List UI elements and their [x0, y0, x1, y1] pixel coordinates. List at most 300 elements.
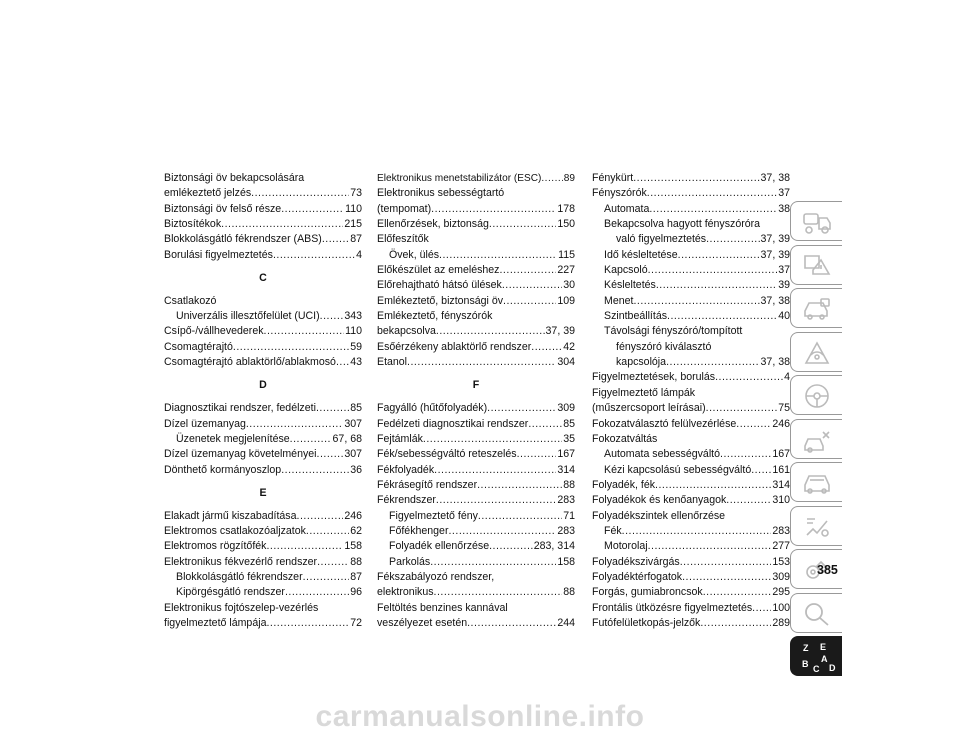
index-entry-page: 37 [778, 187, 790, 200]
chapter-tab[interactable] [790, 332, 842, 372]
index-entry-text: Fagyálló (hűtőfolyadék) [377, 402, 488, 415]
dot-leader [273, 248, 355, 263]
index-entry [164, 324, 362, 339]
index-heading: Bekapcsolva hagyott fényszóróra [604, 218, 761, 231]
index-entry [377, 324, 575, 339]
index-entry-text: Főfékhenger [389, 524, 449, 537]
index-entry-page: 62 [350, 525, 362, 537]
index-entry [377, 447, 575, 462]
index-entry-page: 283, 314 [533, 540, 575, 553]
dot-leader [502, 278, 562, 293]
dot-leader [436, 324, 545, 339]
dot-leader [752, 601, 771, 616]
dot-leader [706, 401, 778, 416]
index-entry-text: Biztosítékok [164, 218, 222, 231]
index-entry [164, 232, 362, 247]
dot-leader [517, 447, 557, 462]
index-entry [592, 478, 790, 493]
page-number: 385 [817, 563, 838, 577]
index-entry-page: 37, 39 [545, 325, 575, 338]
dot-leader [246, 417, 343, 432]
index-entry-page: 42 [563, 340, 575, 353]
index-heading: Biztonsági öv bekapcsolására [164, 172, 305, 184]
index-entry [592, 278, 790, 293]
index-entry-text: Folyadék ellenőrzése [389, 540, 490, 553]
index-entry-page: 85 [563, 417, 575, 430]
index-entry [592, 570, 790, 585]
index-entry-text: Fék/sebességváltó reteszelés [377, 448, 517, 461]
index-entry [377, 493, 575, 508]
index-entry-text: Forgás, gumiabroncsok [592, 586, 703, 599]
dot-leader [703, 585, 772, 600]
index-heading: Fékszabályozó rendszer, [377, 570, 495, 583]
dot-leader [622, 524, 772, 539]
index-entry-page: 39 [778, 279, 790, 292]
index-entry-page: 244 [557, 617, 575, 629]
index-entry [164, 401, 362, 416]
index-entry-text: Folyadéktérfogatok [592, 570, 683, 583]
dot-leader [633, 294, 759, 309]
index-entry-page: 89 [563, 173, 575, 184]
index-entry-text: Univerzális illesztőfelület (UCI) [176, 310, 320, 323]
index-entry-text: Figyelmeztetések, borulás [592, 371, 716, 384]
index-entry [164, 309, 362, 324]
section-letter: F [472, 379, 480, 392]
index-entry-text: Fokozatválasztó felülvezérlése [592, 417, 737, 430]
index-entry-page: 115 [558, 248, 575, 261]
index-entry-text: Csípő-/vállhevederek [164, 325, 264, 338]
index-entry-page: 283 [772, 524, 790, 537]
index-entry [377, 217, 575, 232]
index-entry-page: 30 [563, 279, 575, 292]
index-entry-page: 283 [557, 524, 575, 537]
dot-leader [682, 570, 771, 585]
dot-leader [266, 539, 343, 554]
section-letter: D [259, 379, 267, 392]
index-entry-text: Előkészület az emeléshez [377, 264, 500, 277]
index-entry [377, 463, 575, 478]
dot-leader [317, 447, 344, 462]
dot-leader [281, 463, 349, 478]
dot-leader [266, 616, 349, 631]
index-entry-text: Borulási figyelmeztetés [164, 248, 273, 261]
index-entry-text: (tempomat) [377, 202, 432, 215]
dot-leader [467, 616, 556, 631]
index-entry [592, 616, 790, 631]
dot-leader [297, 509, 344, 524]
index-entry-text: Szintbeállítás [604, 310, 668, 323]
index-entry-page: 37, 38 [760, 172, 790, 184]
index-entry-page: 289 [772, 616, 790, 629]
dot-leader [541, 171, 562, 186]
dot-leader [290, 432, 332, 447]
index-entry-text: Övek, ülés [389, 248, 440, 261]
index-entry [377, 509, 575, 524]
index-entry-text: Parkolás [389, 555, 431, 568]
index-entry-page: 85 [350, 402, 362, 415]
index-entry-text: bekapcsolva [377, 325, 436, 338]
dot-leader [751, 463, 771, 478]
index-entry-page: 307 [344, 448, 362, 461]
index-entry [377, 202, 575, 217]
index-entry-text: Esőérzékeny ablaktörlő rendszer [377, 340, 532, 353]
index-entry-page: 88 [563, 478, 575, 491]
index-entry-text: Fék [604, 524, 622, 537]
index-entry [592, 294, 790, 309]
dot-leader [434, 463, 556, 478]
index-entry [164, 585, 362, 600]
dot-leader [715, 370, 783, 385]
index-entry [164, 555, 362, 570]
dot-leader [503, 294, 556, 309]
dot-leader [320, 309, 344, 324]
index-entry-page: 283 [557, 494, 575, 507]
index-entry-page: 309 [772, 570, 790, 583]
index-entry [592, 463, 790, 478]
index-entry-page: 88 [350, 555, 362, 568]
index-entry-text: Fékrendszer [377, 494, 436, 507]
index-entry-page: 96 [350, 586, 362, 599]
dot-leader [285, 585, 349, 600]
dot-leader [303, 570, 350, 585]
index-entry-text: Fényszórók [592, 187, 647, 200]
index-entry-text: Csomagtérajtó [164, 340, 233, 353]
index-entry-page: 37, 39 [760, 233, 790, 246]
index-heading: fényszóró kiválasztó [616, 340, 712, 353]
index-entry-page: 4 [356, 248, 362, 261]
index-entry-text: Etanol [377, 356, 408, 369]
index-entry-page: 37, 39 [760, 248, 790, 261]
dot-leader [648, 263, 778, 278]
index-entry-text: Motorolaj [604, 540, 648, 553]
chapter-tab[interactable] [790, 636, 842, 676]
index-entry [592, 447, 790, 462]
index-entry [377, 524, 575, 539]
index-entry-text: Dízel üzemanyag követelményei [164, 448, 317, 461]
index-entry [377, 555, 575, 570]
index-entry [164, 355, 362, 370]
index-entry-text: Automata sebességváltó [604, 448, 721, 461]
index-entry [164, 217, 362, 232]
dot-leader [233, 340, 349, 355]
chapter-tabs-sidebar [790, 201, 842, 680]
index-entry-page: 227 [557, 264, 575, 277]
dot-leader [434, 585, 563, 600]
index-entry-text: Kézi kapcsolású sebességváltó [604, 463, 752, 476]
index-entry-page: 110 [345, 325, 362, 338]
index-heading: Előfeszítők [377, 233, 429, 246]
svg-text:Z: Z [803, 643, 809, 653]
chapter-tab[interactable] [790, 593, 842, 633]
index-entry-page: 309 [557, 402, 575, 415]
index-entry-page: 72 [350, 617, 362, 630]
dot-leader [489, 539, 533, 554]
dot-leader [322, 232, 349, 247]
index-entry [377, 539, 575, 554]
index-entry-page: 38 [778, 202, 790, 215]
dot-leader [736, 417, 771, 432]
index-entry [592, 401, 790, 416]
index-entry-page: 310 [772, 494, 790, 507]
dot-leader [700, 616, 771, 631]
index-entry [592, 263, 790, 278]
index-entry [377, 248, 575, 263]
index-entry [377, 294, 575, 309]
index-heading: Elektronikus fojtószelep-vezérlés [164, 601, 319, 614]
dot-leader [487, 401, 556, 416]
index-entry-text: való figyelmeztetés [616, 233, 707, 246]
index-entry [592, 417, 790, 432]
index-entry-page: 167 [772, 448, 790, 461]
index-entry-page: 314 [557, 463, 575, 476]
dot-leader [436, 493, 556, 508]
index-entry-text: Dízel üzemanyag [164, 417, 246, 430]
index-entry-page: 37, 38 [760, 356, 790, 369]
index-heading: Emlékeztető, fényszórók [377, 310, 493, 323]
index-entry [164, 570, 362, 585]
index-entry-page: 304 [557, 356, 575, 369]
index-heading: Fokozatváltás [592, 432, 658, 445]
index-entry-page: 314 [772, 478, 790, 491]
index-entry-page: 40 [778, 310, 790, 323]
index-entry [164, 202, 362, 217]
svg-text:E: E [820, 642, 827, 652]
index-entry [377, 355, 575, 370]
dot-leader [647, 186, 777, 201]
dot-leader [667, 309, 777, 324]
index-entry-text: kapcsolója [616, 356, 667, 369]
index-entry-page: 59 [350, 340, 362, 353]
index-entry-text: Elakadt jármű kiszabadítása [164, 509, 297, 522]
index-entry-page: 150 [557, 218, 575, 231]
index-entry-text: Automata [604, 202, 650, 215]
chapter-tab[interactable] [790, 201, 842, 241]
index-heading: Távolsági fényszóró/tompított [604, 325, 743, 338]
index-entry-text: Folyadékok és kenőanyagok [592, 494, 727, 507]
index-entry [592, 171, 790, 186]
index-entry-page: 343 [344, 310, 362, 323]
index-entry [164, 340, 362, 355]
dot-leader [317, 555, 349, 570]
index-entry [592, 555, 790, 570]
index-entry-text: Figyelmeztető fény [389, 509, 478, 522]
dot-leader [423, 432, 562, 447]
index-entry-text: Frontális ütközésre figyelmeztetés [592, 601, 753, 614]
index-entry-page: 88 [563, 586, 575, 599]
chapter-tab[interactable] [790, 245, 842, 285]
index-entry-text: Fénykürt [592, 172, 634, 184]
dot-leader [706, 232, 759, 247]
index-entry-page: 43 [350, 356, 362, 369]
index-column-1 [164, 171, 362, 631]
dot-leader [478, 509, 562, 524]
index-entry-text: veszélyezet esetén [377, 617, 468, 629]
index-entry-text: Ellenőrzések, biztonság [377, 218, 489, 231]
index-entry-text: Előrehajtható hátsó ülések [377, 279, 502, 292]
index-entry-page: 4 [784, 371, 790, 384]
dot-leader [431, 202, 556, 217]
dot-leader [528, 417, 562, 432]
chapter-tab[interactable] [790, 375, 842, 415]
index-entry-text: Idő késleltetése [604, 248, 678, 261]
dot-leader [499, 263, 556, 278]
index-entry-text: Fékrásegítő rendszer [377, 478, 478, 491]
index-entry-text: Fedélzeti diagnosztikai rendszer [377, 417, 529, 430]
index-entry [164, 432, 362, 447]
index-entry-text: emlékeztető jelzés [164, 187, 252, 200]
index-entry [377, 278, 575, 293]
index-entry-text: (műszercsoport leírásai) [592, 402, 706, 415]
index-entry-page: 161 [772, 463, 790, 476]
dot-leader [281, 202, 344, 217]
dot-leader [448, 524, 556, 539]
index-entry-text: Elektromos rögzítőfék [164, 540, 267, 553]
dot-leader [316, 401, 349, 416]
index-entry-text: Dönthető kormányoszlop [164, 463, 282, 476]
index-entry [377, 263, 575, 278]
index-entry [377, 401, 575, 416]
index-entry-text: Blokkolásgátló fékrendszer [176, 571, 303, 584]
index-entry [592, 539, 790, 554]
dot-leader [336, 355, 349, 370]
index-entry [164, 509, 362, 524]
index-entry [164, 248, 362, 263]
index-entry-page: 37, 38 [760, 294, 790, 307]
index-entry-text: Üzenetek megjelenítése [176, 432, 290, 445]
index-entry-text: Elektromos csatlakozóaljzatok [164, 525, 306, 537]
svg-text:C: C [813, 664, 820, 674]
chapter-tab[interactable] [790, 288, 842, 328]
dot-leader [489, 217, 556, 232]
index-entry [164, 447, 362, 462]
chapter-tab[interactable] [790, 462, 842, 502]
index-entry-page: 73 [350, 187, 362, 200]
index-entry [592, 601, 790, 616]
dot-leader [221, 217, 343, 232]
index-entry-text: Elektronikus fékvezérlő rendszer [164, 555, 318, 568]
index-entry [377, 340, 575, 355]
index-entry-page: 100 [772, 601, 790, 614]
dot-leader [439, 248, 557, 263]
dot-leader [656, 278, 777, 293]
index-heading: Folyadékszintek ellenőrzése [592, 509, 726, 522]
index-entry [377, 585, 575, 600]
index-entry-page: 110 [345, 202, 362, 215]
index-entry [164, 463, 362, 478]
index-entry-page: 158 [344, 540, 362, 553]
index-entry-page: 158 [557, 555, 575, 568]
index-entry [592, 248, 790, 263]
index-entry [592, 370, 790, 385]
dot-leader [633, 171, 759, 186]
index-entry [592, 493, 790, 508]
dot-leader [720, 447, 771, 462]
index-heading: Csatlakozó [164, 294, 217, 307]
index-entry [164, 417, 362, 432]
index-entry-page: 36 [350, 463, 362, 476]
dot-leader [251, 186, 349, 201]
svg-text:B: B [802, 659, 809, 669]
index-entry [592, 309, 790, 324]
index-entry [164, 616, 362, 631]
index-column-2 [377, 171, 575, 631]
svg-text:A: A [821, 654, 828, 664]
index-entry-text: Elektronikus menetstabilizátor (ESC) [377, 173, 542, 184]
index-entry-text: figyelmeztető lámpája [164, 617, 267, 630]
index-entry-text: Fejtámlák [377, 432, 423, 445]
index-heading: Figyelmeztető lámpák [592, 386, 696, 399]
index-entry [592, 355, 790, 370]
index-entry [592, 232, 790, 247]
dot-leader [407, 355, 556, 370]
dot-leader [648, 539, 772, 554]
index-entry-page: 71 [563, 509, 575, 522]
index-entry-page: 37 [778, 264, 790, 277]
index-entry-page: 75 [778, 402, 790, 415]
index-entry-page: 277 [772, 540, 790, 553]
index-entry-page: 109 [557, 294, 575, 307]
index-entry-page: 178 [557, 202, 575, 215]
index-entry [592, 524, 790, 539]
index-entry-text: elektronikus [377, 586, 434, 599]
index-heading: Feltöltés benzines kannával [377, 601, 508, 614]
index-entry [592, 585, 790, 600]
index-entry-text: Futófelületkopás-jelzők [592, 616, 701, 629]
index-entry-page: 215 [344, 218, 362, 231]
dot-leader [680, 555, 772, 570]
dot-leader [655, 478, 771, 493]
index-entry-text: Diagnosztikai rendszer, fedélzeti [164, 402, 316, 415]
svg-text:D: D [829, 663, 836, 673]
chapter-tab[interactable] [790, 506, 842, 546]
index-entry-text: Kipörgésgátló rendszer [176, 586, 285, 599]
index-entry-page: 153 [772, 555, 790, 568]
index-entry-text: Kapcsoló [604, 264, 648, 277]
watermark: carmanualsonline.info [315, 700, 645, 733]
dot-leader [264, 324, 345, 339]
index-entry-page: 307 [344, 417, 362, 430]
section-letter: C [259, 271, 267, 284]
index-entry [164, 539, 362, 554]
dot-leader [649, 202, 777, 217]
index-entry-text: Késleltetés [604, 279, 656, 292]
index-entry-text: Menet [604, 294, 634, 307]
index-entry-page: 167 [557, 448, 575, 461]
index-entry [377, 171, 575, 186]
dot-leader [306, 524, 349, 539]
index-entry [164, 186, 362, 201]
dot-leader [477, 478, 562, 493]
section-letter: E [259, 486, 267, 499]
index-entry-text: Biztonsági öv felső része [164, 202, 282, 215]
index-entry [592, 186, 790, 201]
index-column-3 [592, 171, 790, 631]
dot-leader [678, 248, 760, 263]
index-entry-page: 246 [344, 509, 362, 522]
dot-leader [430, 555, 556, 570]
index-entry-page: 87 [350, 571, 362, 584]
dot-leader [531, 340, 562, 355]
index-entry-page: 246 [772, 417, 790, 430]
index-entry-text: Fékfolyadék [377, 463, 435, 476]
index-entry [377, 478, 575, 493]
index-heading: Elektronikus sebességtartó [377, 187, 505, 200]
index-entry-text: Blokkolásgátló fékrendszer (ABS) [164, 233, 322, 246]
index-entry-text: Folyadékszivárgás [592, 555, 680, 568]
chapter-tab[interactable] [790, 419, 842, 459]
index-entry-page: 87 [350, 233, 362, 246]
index-entry-text: Folyadék, fék [592, 478, 656, 491]
